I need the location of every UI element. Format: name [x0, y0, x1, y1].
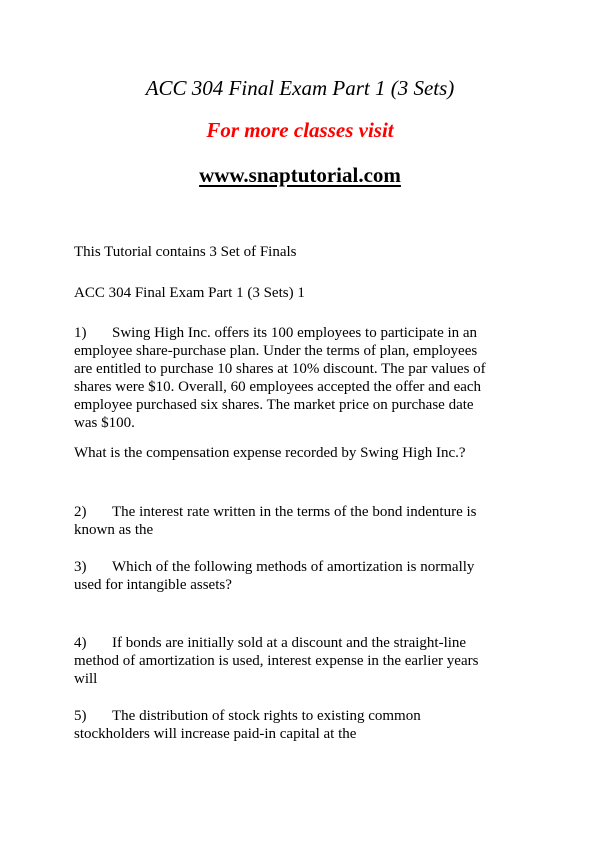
- question-4-number: 4): [74, 635, 87, 651]
- question-1-line-1: [74, 324, 477, 342]
- question-5-number: 5): [74, 708, 87, 724]
- question-1-follow-up: What is the compensation expense recorded by Swing High Inc.?: [74, 445, 466, 461]
- question-3-number: 3): [74, 559, 87, 575]
- question-5-text: The distribution of stock rights to existing common: [112, 708, 421, 724]
- question-2-line-2: known as the: [74, 522, 154, 538]
- question-2-line-1: [74, 503, 476, 521]
- question-4-line-1: [74, 634, 466, 652]
- intro-contains: This Tutorial contains 3 Set of Finals: [74, 244, 297, 260]
- question-2-text: The interest rate written in the terms of the bond indenture is: [112, 504, 477, 520]
- website-link[interactable]: www.snaptutorial.com: [199, 163, 401, 187]
- question-1-line-2: employee share-purchase plan. Under the terms of plan, employees: [74, 343, 478, 359]
- question-4-line-2: method of amortization is used, interest expense in the earlier years: [74, 653, 479, 669]
- page-title: ACC 304 Final Exam Part 1 (3 Sets): [145, 76, 455, 100]
- question-4-line-3: will: [74, 671, 98, 687]
- question-2-number: 2): [74, 504, 87, 520]
- question-3-text: Which of the following methods of amortization is normally: [112, 559, 475, 575]
- question-3-line-1: [74, 558, 474, 576]
- question-1-text: Swing High Inc. offers its 100 employees to participate in an: [112, 325, 478, 341]
- question-5-line-1: [74, 707, 421, 725]
- question-4-text: If bonds are initially sold at a discount and the straight-line: [112, 635, 467, 651]
- question-1-line-4: shares were $10. Overall, 60 employees accepted the offer and each: [74, 379, 482, 395]
- question-1-number: 1): [74, 325, 87, 341]
- set-title: ACC 304 Final Exam Part 1 (3 Sets) 1: [74, 285, 305, 301]
- question-1-line-6: was $100.: [74, 415, 135, 431]
- promo-text: For more classes visit: [206, 118, 394, 142]
- question-1-line-3: are entitled to purchase 10 shares at 10% discount. The par values of: [74, 361, 486, 377]
- question-5-line-2: stockholders will increase paid-in capital at the: [74, 726, 357, 742]
- question-1-line-5: employee purchased six shares. The market price on purchase date: [74, 397, 474, 413]
- question-3-line-2: used for intangible assets?: [74, 577, 232, 593]
